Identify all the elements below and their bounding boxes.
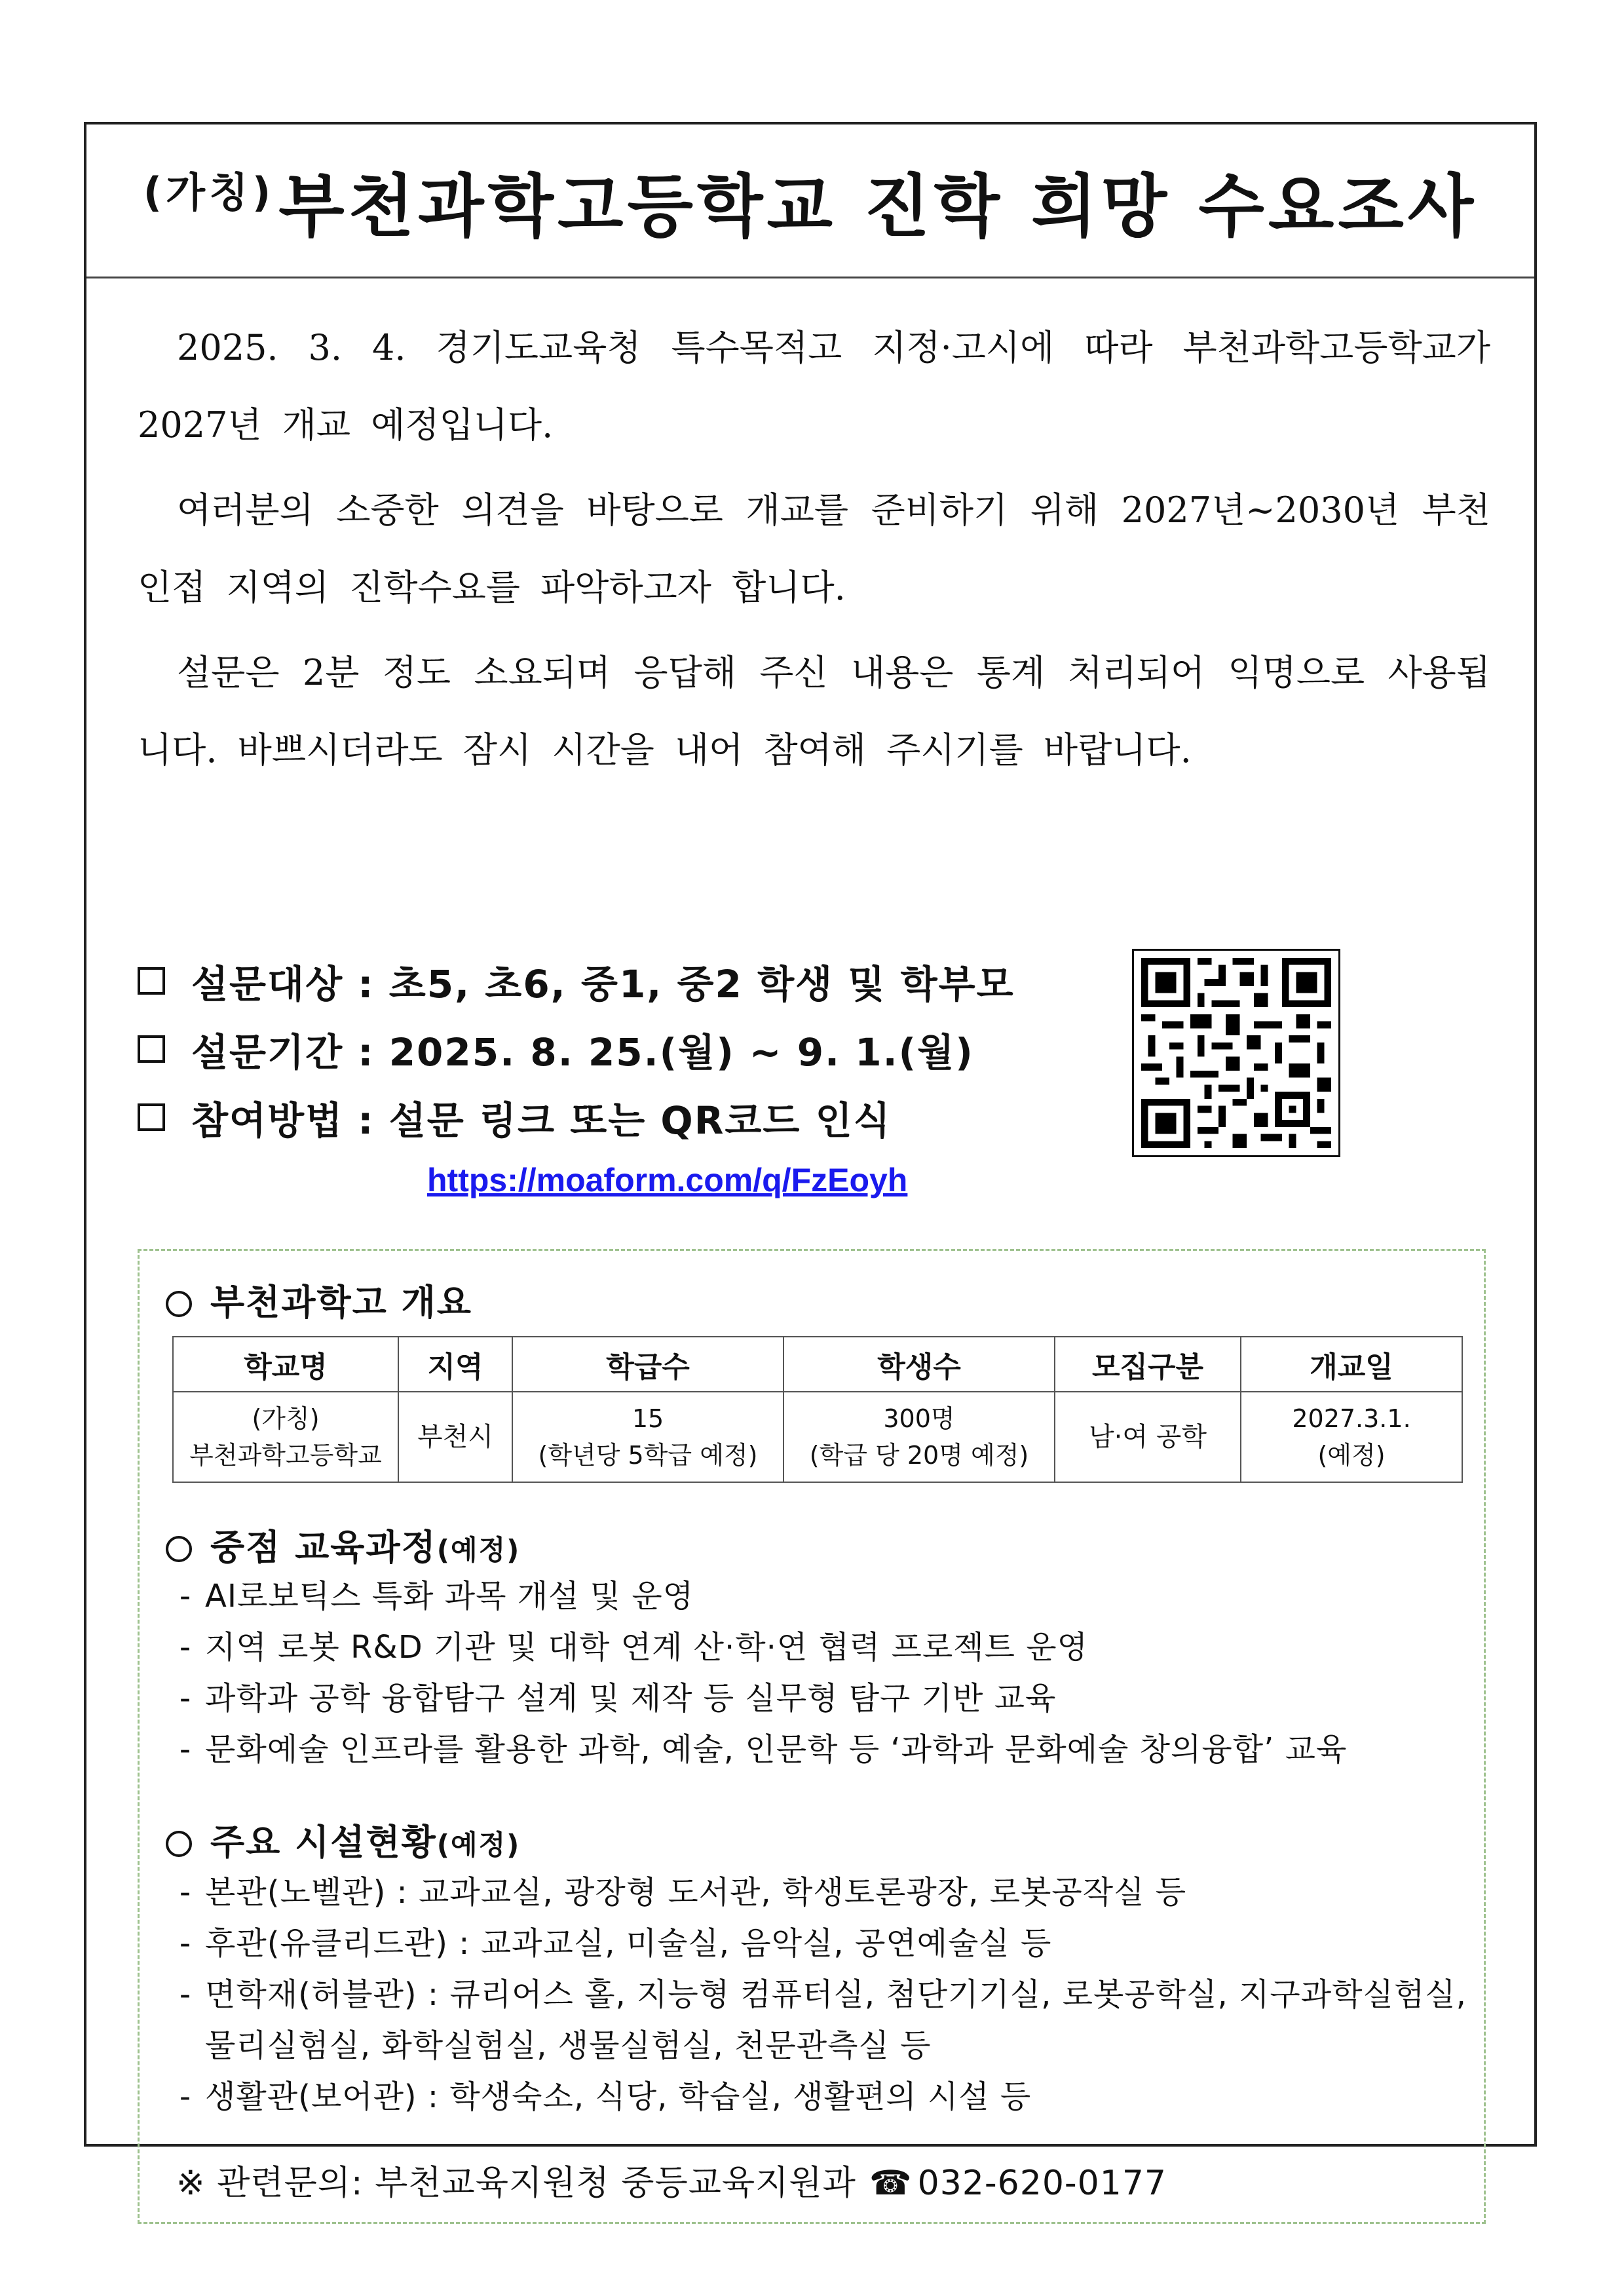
school-table — [172, 1336, 1463, 1483]
cell-open-date: 2027.3.1. (예정) — [1241, 1392, 1462, 1482]
cell-recruit: 남·여 공학 — [1055, 1392, 1241, 1482]
phone-icon: ☎ — [869, 2164, 913, 2203]
survey-period-row — [138, 1015, 1015, 1083]
table-header: 모집구분 — [1055, 1337, 1241, 1392]
circle-bullet-icon — [166, 1831, 192, 1857]
table-row — [173, 1392, 1462, 1482]
curriculum-heading: 중점 교육과정(예정) — [166, 1520, 520, 1570]
cell-school-name: (가칭) 부천과학고등학교 — [173, 1392, 398, 1482]
list-item: - 문화예술 인프라를 활용한 과학, 예술, 인문학 등 ‘과학과 문화예술 창의융합’ 교육 — [166, 1724, 1469, 1775]
intro-paragraph: 2025. 3. 4. 경기도교육청 특수목적고 지정·고시에 따라 부천과학고등학교가 2027년 개교 예정입니다. — [138, 327, 1490, 446]
contact-line — [176, 2155, 1167, 2204]
survey-target: 설문대상 : 초5, 초6, 중1, 중2 학생 및 학부모 — [191, 962, 1015, 1006]
title-text: 부천과학고등학교 진학 희망 수요조사 — [278, 166, 1478, 246]
survey-method: 참여방법 : 설문 링크 또는 QR코드 인식 — [191, 1098, 892, 1143]
list-item: - 면학재(허블관) : 큐리어스 홀, 지능형 컴퓨터실, 첨단기기실, 로봇공학실, 지구과학실험실, 물리실험실, 화학실험실, 생물실험실, 천문관측실 등 — [166, 1969, 1469, 2071]
table-header: 학교명 — [173, 1337, 398, 1392]
table-header: 학급수 — [512, 1337, 784, 1392]
survey-link[interactable]: https://moaform.com/q/FzEoyh — [427, 1162, 908, 1198]
survey-method-row — [138, 1083, 1015, 1151]
list-item: - 과학과 공학 융합탐구 설계 및 제작 등 실무형 탐구 기반 교육 — [166, 1673, 1469, 1724]
overview-box — [138, 1249, 1486, 2224]
survey-period: 설문기간 : 2025. 8. 25.(월) ~ 9. 1.(월) — [191, 1030, 974, 1075]
circle-bullet-icon — [166, 1291, 192, 1317]
intro-paragraph: 설문은 2분 정도 소요되며 응답해 주신 내용은 통계 처리되어 익명으로 사용됩니다. 바쁘시더라도 잠시 시간을 내어 참여해 주시기를 바랍니다. — [138, 652, 1490, 771]
table-header: 개교일 — [1241, 1337, 1462, 1392]
contact-phone[interactable]: 032-620-0177 — [917, 2164, 1167, 2203]
list-item: - AI로보틱스 특화 과목 개설 및 운영 — [166, 1571, 1469, 1622]
list-item: - 생활관(보어관) : 학생숙소, 식당, 학습실, 생활편의 시설 등 — [166, 2071, 1469, 2122]
intro-text — [138, 309, 1490, 797]
curriculum-list — [166, 1571, 1469, 1775]
title-bar — [86, 124, 1534, 278]
list-item: - 후관(유클리드관) : 교과교실, 미술실, 음악실, 공연예술실 등 — [166, 1918, 1469, 1969]
list-item: - 본관(노벨관) : 교과교실, 광장형 도서관, 학생토론광장, 로봇공작실 등 — [166, 1867, 1469, 1918]
table-header-row — [173, 1337, 1462, 1392]
cell-students: 300명 (학급 당 20명 예정) — [784, 1392, 1055, 1482]
table-header: 학생수 — [784, 1337, 1055, 1392]
qr-code-icon[interactable] — [1132, 949, 1340, 1157]
survey-target-row — [138, 947, 1015, 1015]
notice-frame — [84, 122, 1537, 2203]
page-title — [143, 151, 1478, 250]
table-header: 지역 — [398, 1337, 512, 1392]
overview-heading: 부천과학고 개요 — [166, 1274, 472, 1325]
facilities-heading: 주요 시설현황(예정) — [166, 1814, 520, 1865]
survey-info — [138, 947, 1015, 1151]
cell-region: 부천시 — [398, 1392, 512, 1482]
facilities-list — [166, 1867, 1469, 2122]
intro-paragraph: 여러분의 소중한 의견을 바탕으로 개교를 준비하기 위해 2027년~2030년 부천 인접 지역의 진학수요를 파악하고자 합니다. — [138, 489, 1490, 608]
title-prefix: (가칭) — [143, 168, 275, 216]
checkbox-icon — [138, 1035, 165, 1063]
list-item: - 지역 로봇 R&D 기관 및 대학 연계 산·학·연 협력 프로젝트 운영 — [166, 1622, 1469, 1673]
checkbox-icon — [138, 1103, 165, 1131]
circle-bullet-icon — [166, 1536, 192, 1562]
checkbox-icon — [138, 967, 165, 995]
cell-classes: 15 (학년당 5학급 예정) — [512, 1392, 784, 1482]
contact-label: ※ 관련문의: 부천교육지원청 중등교육지원과 — [176, 2164, 856, 2203]
